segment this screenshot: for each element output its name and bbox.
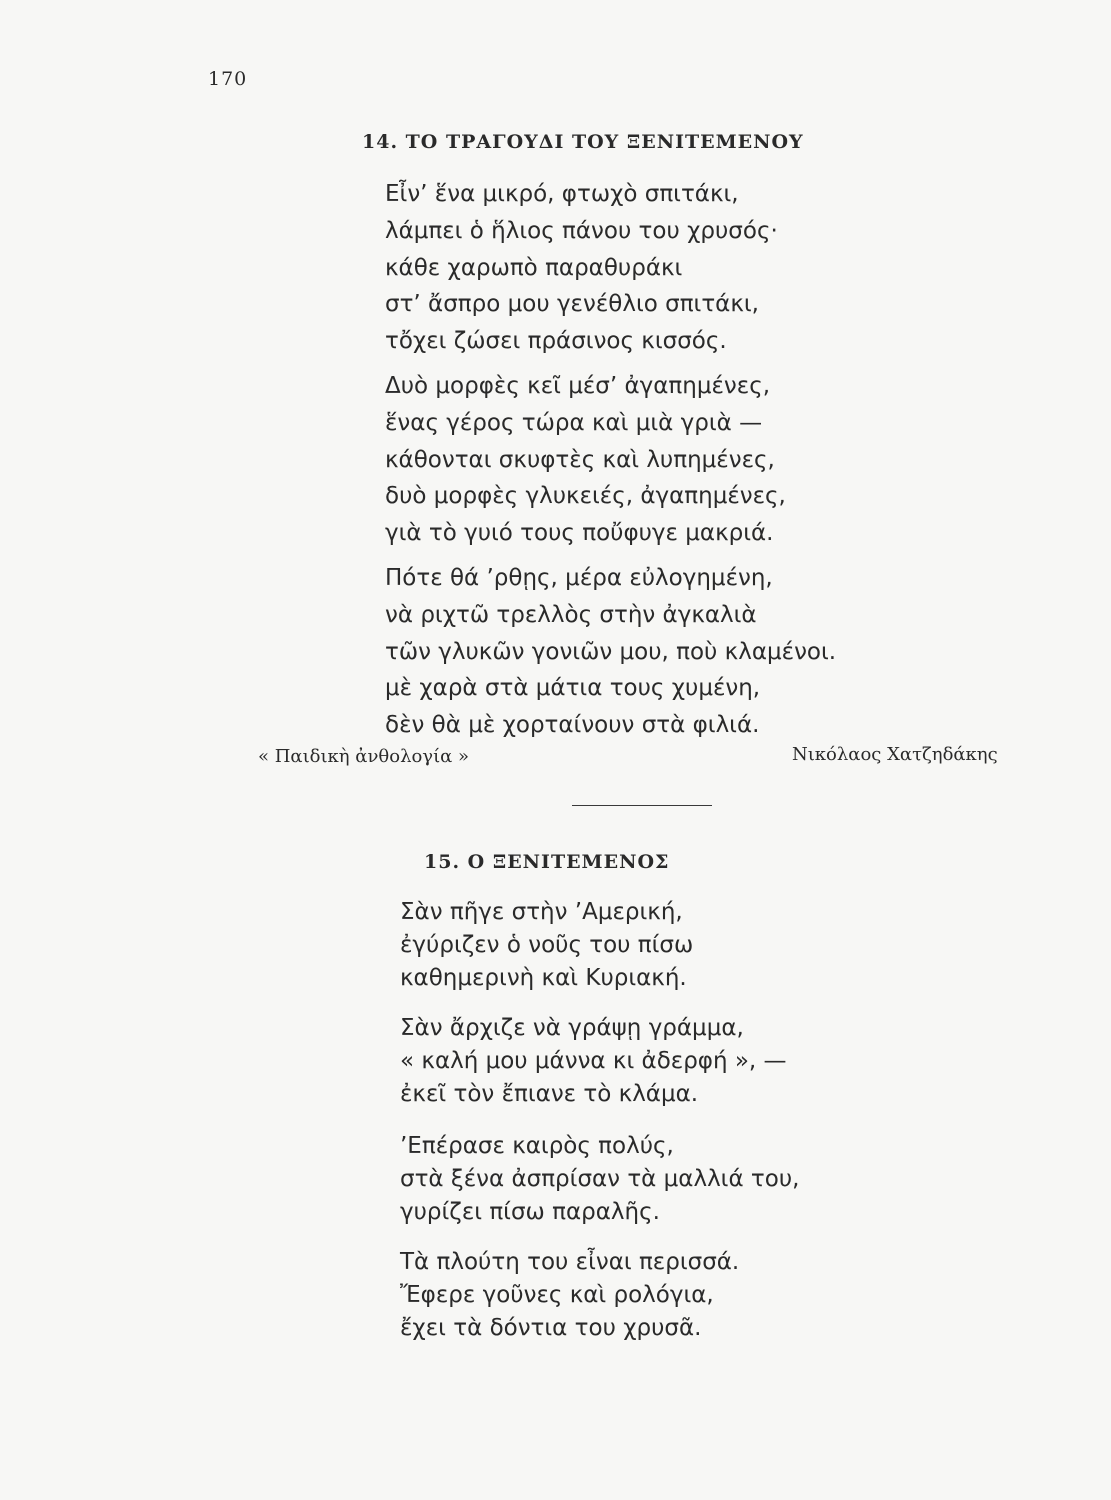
poem-line: Δυὸ μορφὲς κεῖ μέσ’ ἀγαπημένες, [385,373,771,399]
poem-line: Πότε θά ’ρθῃς, μέρα εὐλογημένη, [385,565,773,591]
poem-line: νὰ ριχτῶ τρελλὸς στὴν ἀγκαλιὰ [385,601,757,628]
poem-line: « καλή μου μάννα κι ἀδερφή », — [400,1048,787,1074]
poem2-stanza-3 [400,1130,799,1229]
poem-line: ἐγύριζεν ὁ νοῦς του πίσω [400,932,694,958]
poem-line: κάθε χαρωπὸ παραθυράκι [385,254,683,281]
page-number: 170 [208,68,248,90]
poem-line: Σὰν ἄρχιζε νὰ γράψῃ γράμμα, [400,1015,744,1041]
poem-line: ἔχει τὰ δόντια του χρυσᾶ. [400,1315,702,1341]
poem-line: δυὸ μορφὲς γλυκειές, ἀγαπημένες, [385,483,786,510]
poem-line: ἕνας γέρος τώρα καὶ μιὰ γριὰ — [385,409,763,436]
poem1-stanza-2 [385,368,786,552]
poem-author: Νικόλαος Χατζηδάκης [792,744,998,765]
poem-line: κάθονται σκυφτὲς καὶ λυπημένες, [385,446,775,473]
section-divider [572,805,712,806]
poem-title-2: 15. Ο ΞΕΝΙΤΕΜΕΝΟΣ [424,851,670,873]
poem-line: Σὰν πῆγε στὴν ’Αμερική, [400,899,683,925]
poem-line: Εἶν’ ἕνα μικρό, φτωχὸ σπιτάκι, [385,181,739,207]
poem-line: ’Επέρασε καιρὸς πολύς, [400,1133,674,1159]
poem-line: καθημερινὴ καὶ Κυριακή. [400,965,687,991]
poem-line: λάμπει ὁ ἥλιος πάνου του χρυσός· [385,217,778,244]
poem-line: γυρίζει πίσω παραλῆς. [400,1199,660,1225]
poem-line: Ἔφερε γοῦνες καὶ ρολόγια, [400,1282,714,1308]
poem-line: δὲν θὰ μὲ χορταίνουν στὰ φιλιά. [385,712,760,739]
poem-line: στὰ ξένα ἀσπρίσαν τὰ μαλλιά του, [400,1166,800,1192]
poem-line: τὄχει ζώσει πράσινος κισσός. [385,328,727,355]
poem-line: γιὰ τὸ γυιό τους ποὔφυγε μακριά. [385,520,774,547]
poem2-stanza-1 [400,896,693,995]
poem-line: μὲ χαρὰ στὰ μάτια τους χυμένη, [385,675,761,702]
poem1-stanza-3 [385,560,836,744]
poem-title-1: 14. ΤΟ ΤΡΑΓΟΥΔΙ ΤΟΥ ΞΕΝΙΤΕΜΕΝΟΥ [362,131,804,153]
poem-line: ἐκεῖ τὸν ἔπιανε τὸ κλάμα. [400,1081,699,1107]
poem-line: Τὰ πλούτη του εἶναι περισσά. [400,1249,740,1275]
poem-line: στ’ ἄσπρο μου γενέθλιο σπιτάκι, [385,291,759,318]
poem-line: τῶν γλυκῶν γονιῶν μου, ποὺ κλαμένοι. [385,638,837,665]
poem1-stanza-1 [385,176,778,360]
poem2-stanza-4 [400,1246,739,1345]
poem2-stanza-2 [400,1012,787,1111]
poem-source: « Παιδικὴ ἀνθολογία » [258,746,470,767]
